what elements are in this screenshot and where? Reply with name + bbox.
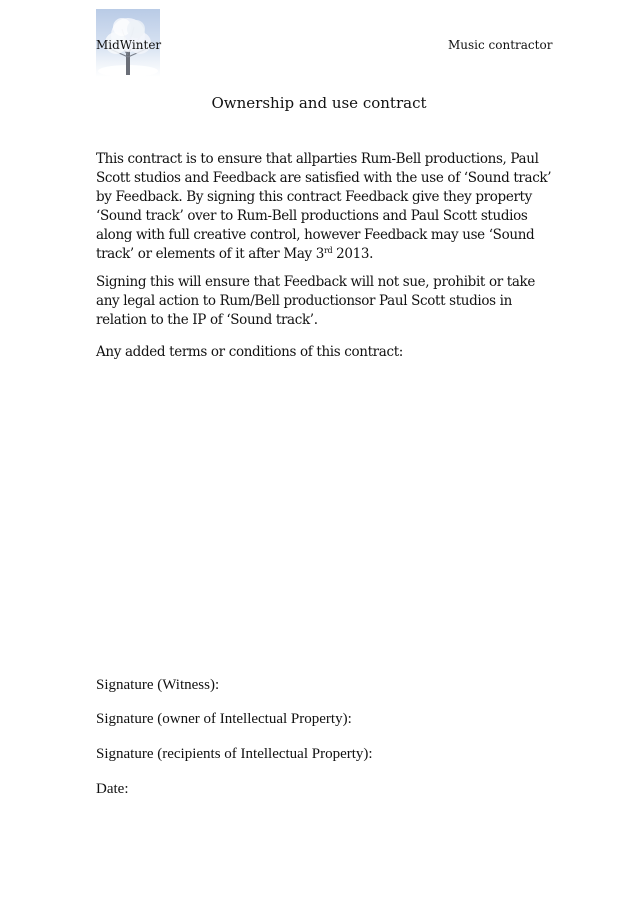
paragraph-line: This contract is to ensure that allparties Rum-Bell productions, Paul <box>96 151 539 167</box>
signature-witness: Signature (Witness): <box>96 677 220 693</box>
paragraph-text: 2013. <box>332 246 374 262</box>
paragraph-terms <box>96 343 544 362</box>
document-title: Ownership and use contract <box>211 94 427 112</box>
paragraph-line: by Feedback. By signing this contract Feedback give they property <box>96 189 532 205</box>
paragraph-line: any legal action to Rum/Bell productionsor Paul Scott studios in <box>96 293 512 309</box>
signature-recipients: Signature (recipients of Intellectual Property): <box>96 746 373 762</box>
paragraph-line: ‘Sound track’ over to Rum-Bell productions and Paul Scott studios <box>96 208 528 224</box>
paragraph-line: Any added terms or conditions of this contract: <box>96 344 403 360</box>
paragraph-line: Scott studios and Feedback are satisfied with the use of ‘Sound track’ <box>96 170 552 186</box>
logo-text: MidWinter <box>96 38 162 52</box>
paragraph-line: Signing this will ensure that Feedback will not sue, prohibit or take <box>96 274 536 290</box>
signature-date: Date: <box>96 781 129 797</box>
paragraph-intro <box>96 150 552 264</box>
ordinal-suffix: rd <box>323 246 333 255</box>
header-right-text: Music contractor <box>448 38 553 52</box>
paragraph-legal <box>96 273 544 330</box>
paragraph-line <box>96 245 544 264</box>
paragraph-text: track’ or elements of it after May 3 <box>96 246 324 262</box>
paragraph-line: relation to the IP of ‘Sound track’. <box>96 312 318 328</box>
paragraph-line: along with full creative control, however Feedback may use ‘Sound <box>96 227 535 243</box>
signature-owner: Signature (owner of Intellectual Property): <box>96 711 352 727</box>
